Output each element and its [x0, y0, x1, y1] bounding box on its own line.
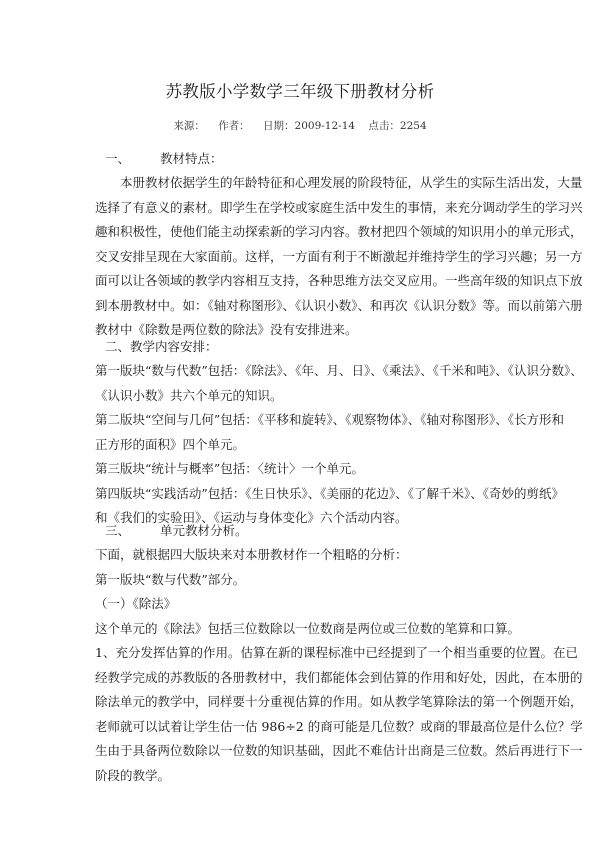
paragraph-line: 趣和积极性，使他们能主动探索新的学习内容。教材把四个领域的知识用小的单元形式， — [95, 224, 583, 239]
content-line: 经教学完成的苏教版的各册教材中，我们都能体会到估算的作用和好处，因此，在本册的 — [95, 669, 583, 685]
paragraph-line: 本册教材依据学生的年龄特征和心理发展的阶段特征，从学生的实际生活出发，大量 — [120, 175, 583, 190]
meta-hits: 点击：2254 — [368, 120, 427, 132]
section-3-content — [95, 543, 583, 788]
section-3-number: 三、 — [105, 523, 131, 538]
section-2-heading: 二、教学内容安排： — [105, 339, 218, 354]
content-line: 《认识小数》共六个单元的知识。 — [95, 387, 283, 403]
paragraph-line: 到本册教材中。如：《轴对称图形》、《认识小数》、和再次《认识分数》等。而以前第六册 — [95, 297, 583, 313]
document-meta — [0, 118, 600, 133]
content-line: 第四版块“实践活动”包括：《生日快乐》、《美丽的花边》、《了解千米》、《奇妙的剪纸》 — [95, 485, 565, 501]
section-3-heading — [105, 519, 248, 544]
section-1-paragraph — [95, 171, 583, 343]
paragraph-line: 选择了有意义的素材。即学生在学校或家庭生活中发生的事情，来充分调动学生的学习兴 — [95, 199, 583, 215]
content-line: 第三版块“统计与概率”包括：〈统计〉一个单元。 — [95, 461, 365, 476]
content-line: （一）《除法》 — [95, 596, 177, 611]
content-line: 这个单元的《除法》包括三位数除以一位数商是两位或三位数的笔算和口算。 — [95, 620, 521, 636]
content-line: 第一版块“数与代数”包括：《除法》、《年、月、日》、《乘法》、《千米和吨》、《认识分数》、 — [95, 363, 583, 378]
paragraph-line: 交叉安排呈现在大家面前。这样，一方面有利于不断激起并维持学生的学习兴趣；另一方 — [95, 248, 583, 264]
section-1-number: 一、 — [105, 151, 131, 166]
content-line: 生由于具备两位数除以一位数的知识基础，因此不难估计出商是三位数。然后再进行下一 — [95, 743, 583, 758]
content-line: 第二版块“空间与几何”包括：《平移和旋转》、《观察物体》、《轴对称图形》、《长方形和 — [95, 412, 565, 427]
section-3-title: 单元教材分析。 — [159, 523, 248, 538]
content-line: 和《我们的实验田》、《运动与身体变化》六个活动内容。 — [95, 510, 408, 525]
content-line: 老师就可以试着让学生估一估 986÷2 的商可能是几位数？或商的罪最高位是什么位？学 — [95, 718, 583, 734]
content-line: 阶段的教学。 — [95, 767, 171, 783]
content-line: 第一版块“数与代数”部分。 — [95, 571, 246, 587]
document-title: 苏教版小学数学三年级下册教材分析 — [165, 82, 435, 101]
content-line: 正方形的面积》四个单元。 — [95, 436, 246, 452]
section-2-content — [95, 359, 583, 531]
meta-source: 来源： — [173, 120, 205, 132]
content-line: 除法单元的教学中，同样要十分重视估算的作用。如从教学笔算除法的第一个例题开始， — [95, 694, 583, 709]
meta-date: 日期：2009-12-14 — [263, 120, 356, 132]
paragraph-line: 面可以让各领域的教学内容相互支持，各种思维方法交叉应用。一些高年级的知识点下放 — [95, 273, 583, 288]
section-1-title: 教材特点： — [159, 151, 223, 166]
paragraph-line: 教材中《除数是两位数的除法》没有安排进来。 — [95, 322, 358, 337]
content-line: 1、充分发挥估算的作用。估算在新的课程标准中已经提到了一个相当重要的位置。在已 — [95, 645, 578, 660]
meta-author: 作者： — [218, 120, 250, 132]
section-1-heading — [105, 147, 223, 172]
content-line: 下面，就根据四大版块来对本册教材作一个粗略的分析： — [95, 547, 408, 562]
